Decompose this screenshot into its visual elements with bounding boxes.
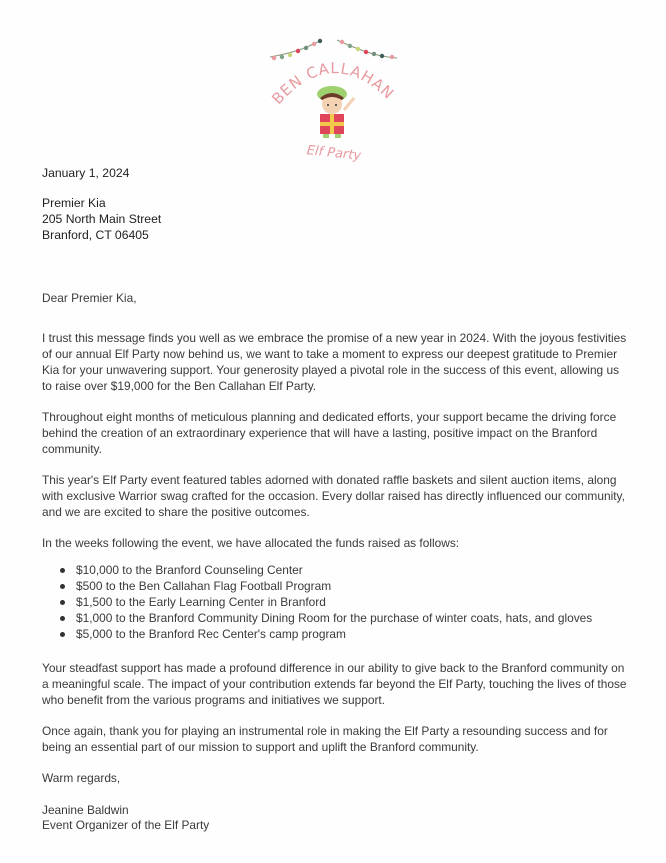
closing: Warm regards, xyxy=(42,771,121,785)
paragraph-event: This year's Elf Party event featured tables adorned with donated raffle baskets and silent auction items, along with exclusive Warrior swag crafted for the occasion. Every dollar raised has directly influenced our community, and we are excited to share the positive outcomes. xyxy=(42,473,625,519)
recipient-address xyxy=(42,195,161,243)
list-item: $500 to the Ben Callahan Flag Football Program xyxy=(60,578,592,594)
logo-subtitle: Elf Party xyxy=(305,143,362,164)
bullet-icon xyxy=(60,600,65,605)
bullet-icon xyxy=(60,632,65,637)
logo-graphic xyxy=(262,32,402,167)
paragraph-planning: Throughout eight months of meticulous planning and dedicated efforts, your support became the driving force behind the creation of an extraordinary experience that will have a lasting, positive impact on the Branford community. xyxy=(42,410,617,456)
bullet-icon xyxy=(60,584,65,589)
list-item: $10,000 to the Branford Counseling Center xyxy=(60,562,592,578)
elf-party-logo xyxy=(262,32,402,167)
list-item: $5,000 to the Branford Rec Center's camp program xyxy=(60,626,592,642)
recipient-name: Premier Kia xyxy=(42,196,106,210)
list-item: $1,500 to the Early Learning Center in Branford xyxy=(60,594,592,610)
bullet-icon xyxy=(60,568,65,573)
allocation-list xyxy=(60,562,592,642)
signature-title: Event Organizer of the Elf Party xyxy=(42,818,210,832)
recipient-street: 205 North Main Street xyxy=(42,212,162,226)
paragraph-thanks: Once again, thank you for playing an instrumental role in making the Elf Party a resounding success and for being an essential part of our mission to support and uplift the Branford community. xyxy=(42,724,608,754)
list-item: $1,000 to the Branford Community Dining Room for the purchase of winter coats, hats, and gloves xyxy=(60,610,592,626)
letter-date: January 1, 2024 xyxy=(42,166,130,180)
logo-title: BEN CALLAHAN xyxy=(268,59,398,108)
paragraph-impact: Your steadfast support has made a profound difference in our ability to give back to the Branford community on a meaningful scale. The impact of your contribution extends far beyond the Elf Party, touching the lives of those who benefit from the various programs and initiatives we support. xyxy=(42,661,627,707)
recipient-city: Branford, CT 06405 xyxy=(42,228,149,242)
paragraph-allocation-intro: In the weeks following the event, we have allocated the funds raised as follows: xyxy=(42,536,460,550)
bullet-icon xyxy=(60,616,65,621)
salutation: Dear Premier Kia, xyxy=(42,291,137,305)
string-lights-icon xyxy=(270,39,397,60)
signature-name: Jeanine Baldwin xyxy=(42,803,129,817)
paragraph-intro: I trust this message finds you well as we embrace the promise of a new year in 2024. With the joyous festivities of our annual Elf Party now behind us, we want to take a moment to express our deepest gratitude to Premier Kia for your unwavering support. Your generosity played a pivotal role in the success of this event, allowing us to raise over $19,000 for the Ben Callahan Elf Party. xyxy=(42,331,627,393)
elf-icon xyxy=(317,86,354,138)
